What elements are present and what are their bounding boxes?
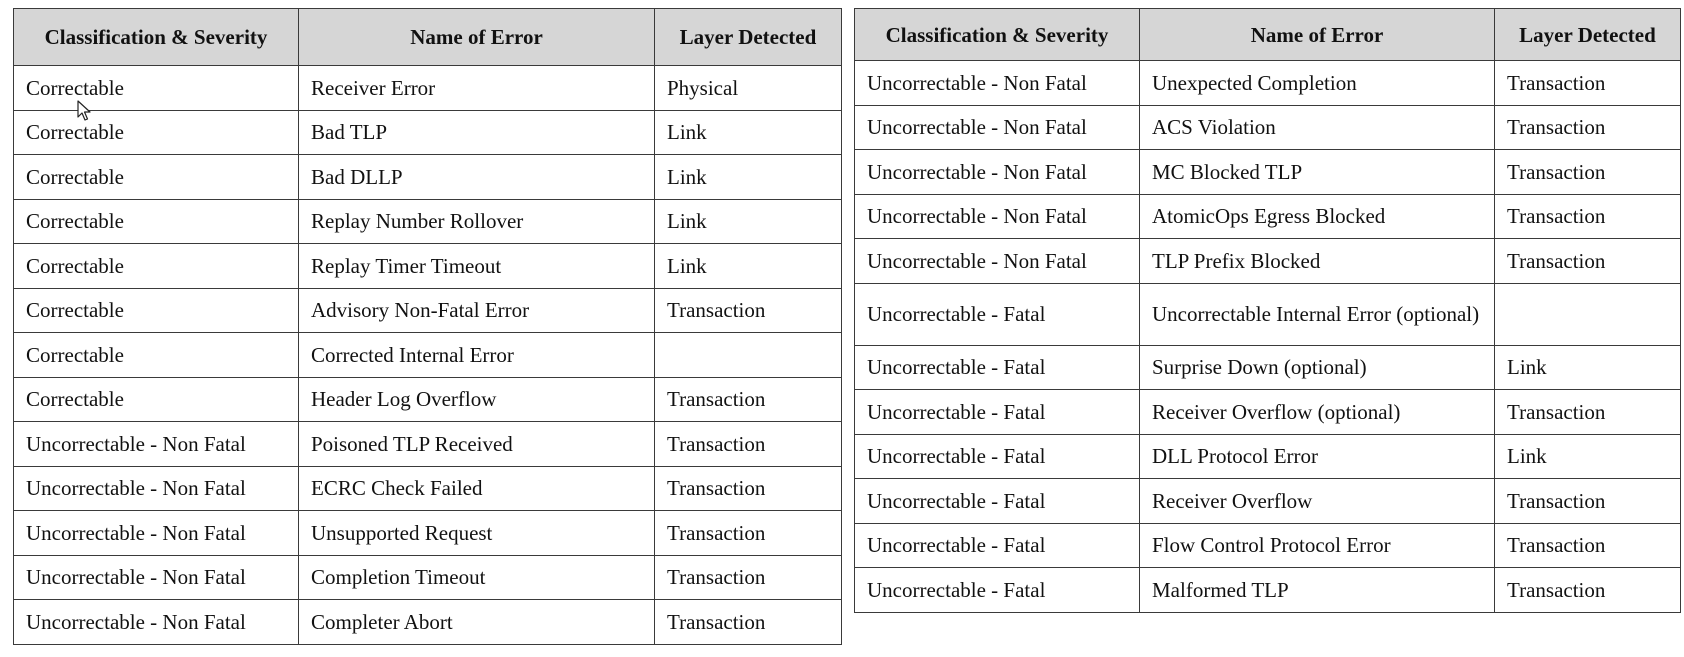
cell-error-name: MC Blocked TLP (1140, 150, 1495, 195)
cell-error-name: Unsupported Request (299, 511, 655, 556)
cell-error-name: Corrected Internal Error (299, 333, 655, 378)
header-classification: Classification & Severity (14, 9, 299, 66)
table-row (14, 110, 842, 155)
cell-layer: Transaction (655, 466, 842, 511)
table-row (14, 600, 842, 645)
table-body (855, 61, 1681, 613)
cell-classification: Uncorrectable - Non Fatal (855, 239, 1140, 284)
cell-layer (1495, 283, 1681, 345)
table-row (855, 61, 1681, 106)
cell-classification: Correctable (14, 155, 299, 200)
cell-classification: Uncorrectable - Fatal (855, 434, 1140, 479)
cell-classification: Uncorrectable - Non Fatal (855, 105, 1140, 150)
table-row (14, 466, 842, 511)
cell-classification: Uncorrectable - Non Fatal (855, 150, 1140, 195)
cell-classification: Correctable (14, 244, 299, 289)
table-row (14, 333, 842, 378)
cell-error-name: DLL Protocol Error (1140, 434, 1495, 479)
cell-classification: Uncorrectable - Non Fatal (14, 466, 299, 511)
cell-layer: Link (655, 155, 842, 200)
cell-classification: Uncorrectable - Non Fatal (14, 555, 299, 600)
cell-classification: Uncorrectable - Fatal (855, 390, 1140, 435)
error-table-right (854, 8, 1681, 613)
cell-error-name: Header Log Overflow (299, 377, 655, 422)
cell-classification: Uncorrectable - Fatal (855, 568, 1140, 613)
cell-classification: Uncorrectable - Non Fatal (14, 600, 299, 645)
table-row (855, 239, 1681, 284)
table-body (14, 66, 842, 645)
cell-error-name: ACS Violation (1140, 105, 1495, 150)
table-row (855, 194, 1681, 239)
header-row (855, 9, 1681, 61)
error-table-left (13, 8, 842, 645)
table-row (855, 105, 1681, 150)
cell-layer (655, 333, 842, 378)
cell-layer: Transaction (655, 600, 842, 645)
cell-classification: Uncorrectable - Non Fatal (855, 61, 1140, 106)
cell-layer: Link (655, 244, 842, 289)
cell-error-name: Receiver Overflow (1140, 479, 1495, 524)
cell-layer: Link (655, 110, 842, 155)
cell-classification: Correctable (14, 377, 299, 422)
cell-layer: Transaction (1495, 523, 1681, 568)
table-row (14, 555, 842, 600)
cell-layer: Physical (655, 66, 842, 111)
cell-layer: Transaction (1495, 390, 1681, 435)
table-row (855, 523, 1681, 568)
cell-classification: Uncorrectable - Non Fatal (14, 511, 299, 556)
table-row (855, 568, 1681, 613)
table-row (14, 422, 842, 467)
cell-error-name: Flow Control Protocol Error (1140, 523, 1495, 568)
cell-error-name: TLP Prefix Blocked (1140, 239, 1495, 284)
cell-error-name: Replay Timer Timeout (299, 244, 655, 289)
cell-layer: Transaction (1495, 568, 1681, 613)
cell-error-name: Completion Timeout (299, 555, 655, 600)
cell-error-name: ECRC Check Failed (299, 466, 655, 511)
cell-error-name: Replay Number Rollover (299, 199, 655, 244)
cell-error-name: Poisoned TLP Received (299, 422, 655, 467)
header-error-name: Name of Error (1140, 9, 1495, 61)
cell-error-name: Uncorrectable Internal Error (optional) (1140, 283, 1495, 345)
cell-error-name: Bad TLP (299, 110, 655, 155)
cell-layer: Transaction (655, 288, 842, 333)
cell-layer: Link (1495, 345, 1681, 390)
table-row (855, 390, 1681, 435)
table-row (14, 199, 842, 244)
cell-error-name: Receiver Error (299, 66, 655, 111)
table-row (14, 155, 842, 200)
table-row (855, 283, 1681, 345)
cell-layer: Transaction (655, 555, 842, 600)
cell-layer: Transaction (655, 511, 842, 556)
cell-classification: Correctable (14, 199, 299, 244)
cell-classification: Correctable (14, 66, 299, 111)
cell-error-name: Unexpected Completion (1140, 61, 1495, 106)
cell-classification: Uncorrectable - Fatal (855, 345, 1140, 390)
cell-layer: Transaction (1495, 239, 1681, 284)
cell-error-name: Completer Abort (299, 600, 655, 645)
header-row (14, 9, 842, 66)
cell-error-name: Surprise Down (optional) (1140, 345, 1495, 390)
cell-layer: Transaction (655, 377, 842, 422)
cell-error-name: Advisory Non-Fatal Error (299, 288, 655, 333)
cell-layer: Transaction (1495, 61, 1681, 106)
table-row (14, 377, 842, 422)
cell-classification: Uncorrectable - Fatal (855, 283, 1140, 345)
header-layer: Layer Detected (1495, 9, 1681, 61)
cell-layer: Link (655, 199, 842, 244)
table-row (14, 244, 842, 289)
table-row (14, 66, 842, 111)
table-row (14, 511, 842, 556)
cell-error-name: Malformed TLP (1140, 568, 1495, 613)
table-row (855, 434, 1681, 479)
header-layer: Layer Detected (655, 9, 842, 66)
cell-error-name: AtomicOps Egress Blocked (1140, 194, 1495, 239)
table-row (855, 150, 1681, 195)
cell-layer: Link (1495, 434, 1681, 479)
table-row (855, 479, 1681, 524)
cell-classification: Uncorrectable - Non Fatal (855, 194, 1140, 239)
header-classification: Classification & Severity (855, 9, 1140, 61)
cell-error-name: Receiver Overflow (optional) (1140, 390, 1495, 435)
cell-layer: Transaction (1495, 150, 1681, 195)
cell-classification: Uncorrectable - Fatal (855, 523, 1140, 568)
cell-layer: Transaction (1495, 479, 1681, 524)
cell-classification: Correctable (14, 333, 299, 378)
header-error-name: Name of Error (299, 9, 655, 66)
cell-classification: Correctable (14, 288, 299, 333)
cell-layer: Transaction (1495, 105, 1681, 150)
cell-classification: Uncorrectable - Non Fatal (14, 422, 299, 467)
table-row (855, 345, 1681, 390)
mouse-pointer-icon (77, 100, 93, 122)
cell-layer: Transaction (655, 422, 842, 467)
cell-classification: Correctable (14, 110, 299, 155)
cell-error-name: Bad DLLP (299, 155, 655, 200)
cell-classification: Uncorrectable - Fatal (855, 479, 1140, 524)
cell-layer: Transaction (1495, 194, 1681, 239)
table-row (14, 288, 842, 333)
